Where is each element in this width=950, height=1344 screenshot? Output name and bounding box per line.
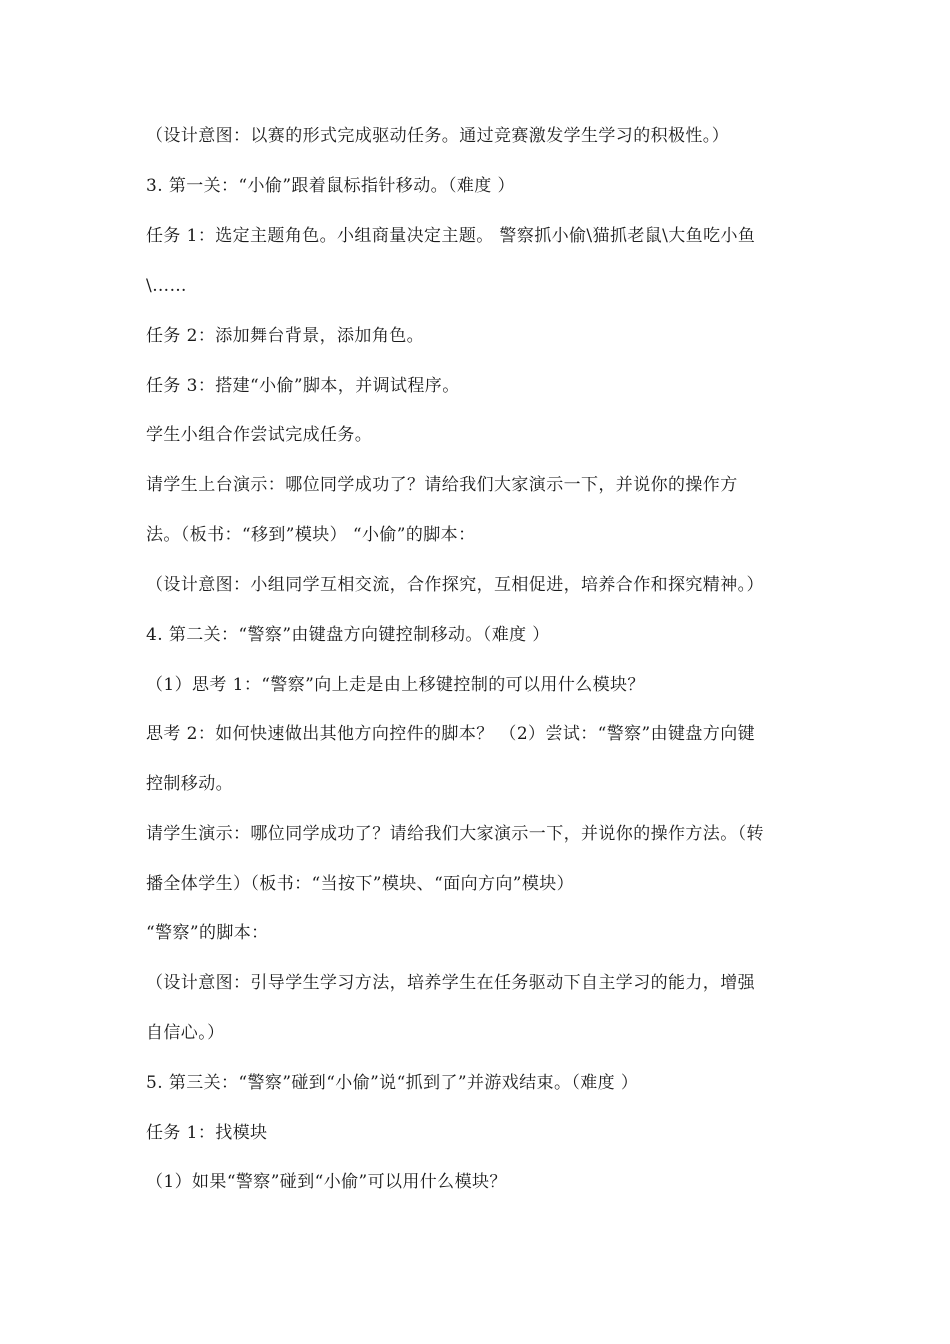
text-line-board-note-1: 法。（板书：“移到”模块） “小偷”的脚本： [146,525,476,545]
text-line-task-1-continued: \…… [146,276,187,296]
text-line-find-block-task: 任务 1：找模块 [146,1123,268,1143]
text-line-think-1: （1）思考 1：“警察”向上走是由上移键控制的可以用什么模块？ [146,675,645,695]
text-line-level-2-title: 4. 第二关：“警察”由键盘方向键控制移动。（难度 ） [146,625,550,645]
text-line-design-intent-1: （设计意图：以赛的形式完成驱动任务。通过竞赛激发学生学习的积极性。） [146,126,730,146]
text-line-group-work: 学生小组合作尝试完成任务。 [146,425,373,445]
text-line-level-3-title: 5. 第三关：“警察”碰到“小偷”说“抓到了”并游戏结束。（难度 ） [146,1073,639,1093]
text-line-design-intent-3-continued: 自信心。） [146,1023,225,1043]
text-line-think-2: 思考 2：如何快速做出其他方向控件的脚本？ （2）尝试：“警察”由键盘方向键 [146,724,756,744]
text-line-task-1: 任务 1：选定主题角色。小组商量决定主题。 警察抓小偷\猫抓老鼠\大鱼吃小鱼 [146,226,756,246]
text-line-level-1-title: 3. 第一关：“小偷”跟着鼠标指针移动。（难度 ） [146,176,515,196]
text-line-design-intent-3: （设计意图：引导学生学习方法，培养学生在任务驱动下自主学习的能力，增强 [146,973,755,993]
text-line-task-3: 任务 3：搭建“小偷”脚本，并调试程序。 [146,376,460,396]
text-line-student-demo-2: 请学生演示：哪位同学成功了？请给我们大家演示一下，并说你的操作方法。（转 [146,824,764,844]
text-line-question-1: （1）如果“警察”碰到“小偷”可以用什么模块？ [146,1172,507,1192]
text-line-task-2: 任务 2：添加舞台背景，添加角色。 [146,326,425,346]
text-line-student-demo: 请学生上台演示：哪位同学成功了？请给我们大家演示一下，并说你的操作方 [146,475,738,495]
text-line-board-note-2: 播全体学生）（板书：“当按下”模块、“面向方向”模块） [146,874,575,894]
text-line-police-script: “警察”的脚本： [146,923,269,943]
text-line-design-intent-2: （设计意图：小组同学互相交流，合作探究，互相促进，培养合作和探究精神。） [146,575,764,595]
text-line-think-2-continued: 控制移动。 [146,774,233,794]
